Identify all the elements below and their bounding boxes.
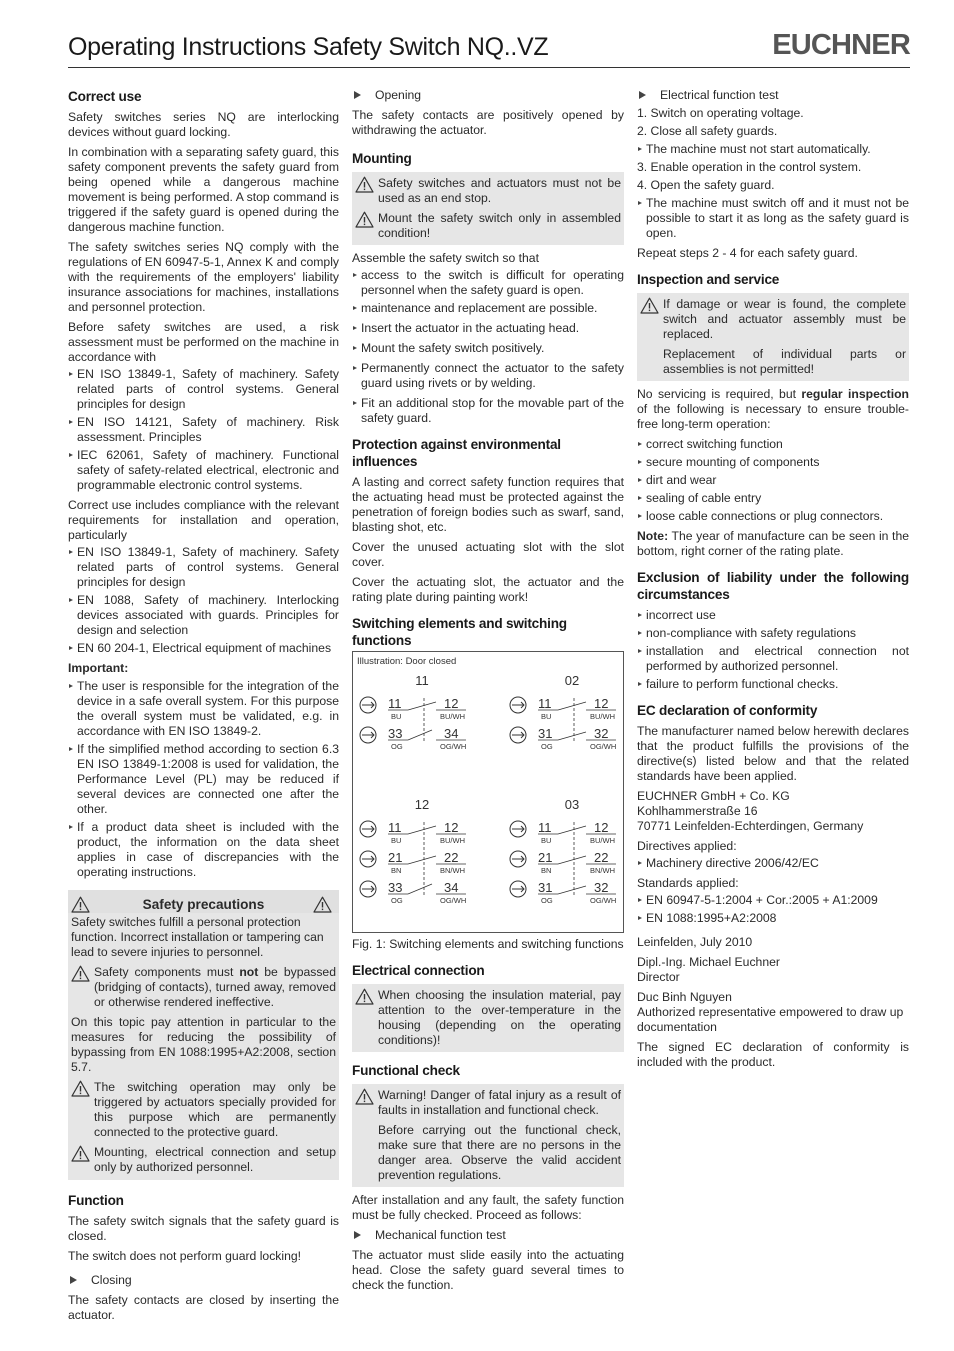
list-item: maintenance and replacement are possible. — [352, 301, 624, 316]
bullet-list — [637, 142, 909, 157]
section-switching — [352, 615, 624, 952]
arrow-item-closing: Closing — [68, 1273, 339, 1288]
paragraph: Assemble the safety switch so that — [352, 251, 539, 265]
warning-text: Before carrying out the functional check, make sure that there are no persons in the danger area. Observe the valid accident prevention regulations. — [378, 1123, 621, 1182]
column-3 — [637, 88, 909, 1075]
paragraph: The safety contacts are positively opened by withdrawing the actuator. — [352, 108, 624, 137]
list-item: EN 1088, Safety of machinery. Interlocking devices associated with guards. Principles for design and selection — [68, 593, 339, 638]
warning-icon — [71, 896, 91, 913]
warning-text: When choosing the insulation material, pay attention to the over-temperature in the housing (depending on the operating conditions)! — [378, 988, 621, 1047]
wire-color-label: BU/WH — [590, 712, 615, 721]
bullet-list-inspection — [637, 437, 909, 524]
section-correct-use — [68, 88, 339, 880]
diagram-title: 11 — [415, 673, 429, 688]
wire-color-label: OG — [541, 896, 553, 905]
steps-list — [637, 160, 909, 193]
warning-text: Warning! Danger of fatal injury as a result of faults in installation and functional check. — [378, 1088, 621, 1117]
paragraph: The switch does not perform guard locking! — [68, 1249, 302, 1263]
list-item: dirt and wear — [637, 473, 909, 488]
warning-actuators — [71, 1080, 336, 1140]
warning-icon — [355, 988, 375, 1005]
list-item: The machine must switch off and it must not be possible to start it as long as the safety guard is open. — [637, 196, 909, 241]
warning-damage — [640, 297, 906, 342]
electrical-warning — [352, 984, 624, 1052]
standards-label: Standards applied: — [637, 876, 739, 890]
page-header — [68, 30, 910, 68]
warning-icon — [355, 1088, 375, 1105]
terminal-label: 33 — [388, 880, 403, 895]
wire-color-label: BU/WH — [440, 712, 465, 721]
paragraph: Safety switches series NQ are interlocking devices without guard locking. — [68, 110, 339, 139]
list-item: failure to perform functional checks. — [637, 677, 909, 692]
terminal-label: 22 — [594, 850, 609, 865]
wire-color-label: OG/WH — [440, 896, 467, 905]
terminal-label: 11 — [538, 696, 552, 711]
list-item: sealing of cable entry — [637, 491, 909, 506]
paragraph: Cover the unused actuating slot with the slot cover. — [352, 540, 624, 569]
heading-functional-check: Functional check — [352, 1063, 460, 1078]
terminal-label: 11 — [388, 820, 402, 835]
wire-color-label: BN/WH — [440, 866, 465, 875]
list-item: EN ISO 13849-1, Safety of machinery. Safety related parts of control systems. General principles for design — [68, 367, 339, 412]
warning-replacement — [640, 347, 906, 377]
contact-blade — [408, 884, 432, 894]
heading-exclusion: Exclusion of liability under the following circumstances — [637, 570, 909, 602]
contact-blade — [558, 732, 586, 740]
list-item: incorrect use — [637, 608, 909, 623]
diagram-title: 02 — [564, 673, 580, 688]
terminal-label: 12 — [444, 696, 459, 711]
paragraph: In combination with a separating safety guard, this safety component prevents the safety guard from being opened while a dangerous machine movement is being performed. A stop command is triggered if the safety guard is opened during the dangerous machine function. — [68, 145, 339, 234]
wire-color-label: OG/WH — [440, 742, 467, 751]
warning-icon — [355, 211, 375, 228]
step-item: 4. Open the safety guard. — [637, 178, 775, 192]
step-item: 3. Enable operation in the control system. — [637, 160, 862, 174]
document-title: Operating Instructions Safety Switch NQ..VZ — [68, 33, 549, 61]
diagram-title: 12 — [414, 797, 430, 812]
paragraph: On this topic pay attention in particular to the measures for reducing the possibility of bypassing from EN 1088:1995+A2:2008, section 5.7. — [71, 1015, 336, 1074]
warning-text: Mount the safety switch only in assembled condition! — [378, 211, 621, 240]
paragraph: No servicing is required, but regular inspection of the following is necessary to ensure trouble-free long-term operation: — [637, 387, 909, 431]
terminal-label: 33 — [388, 726, 403, 741]
steps-list — [637, 106, 909, 139]
section-function — [68, 1192, 339, 1323]
wire-color-label: BN — [391, 866, 402, 875]
step-item: 1. Switch on operating voltage. — [637, 106, 804, 120]
paragraph: Correct use includes compliance with the relevant requirements for installation and operation, particularly — [68, 498, 339, 542]
standards-list — [637, 893, 909, 926]
terminal-label: 22 — [444, 850, 459, 865]
wire-color-label: OG — [391, 742, 403, 751]
bullet-list — [637, 196, 909, 241]
warning-icon — [355, 176, 375, 193]
bullet-list-risk-standards — [68, 367, 339, 493]
signatory-1: Dipl.-Ing. Michael Euchner Director — [637, 955, 780, 984]
safety-precautions-box — [68, 913, 339, 1180]
heading-ec-declaration: EC declaration of conformity — [637, 703, 818, 718]
bullet-list-installation-standards — [68, 545, 339, 656]
list-item: correct switching function — [637, 437, 909, 452]
wire-color-label: BN — [541, 866, 552, 875]
warning-icon — [313, 896, 333, 913]
terminal-label: 12 — [594, 820, 609, 835]
heading-switching: Switching elements and switching functions — [352, 616, 567, 648]
heading-safety-precautions: Safety precautions — [142, 897, 265, 912]
wire-color-label: BU/WH — [590, 836, 615, 845]
arrow-item-electrical-test: Electrical function test — [637, 88, 909, 103]
paragraph: Before safety switches are used, a risk assessment must be performed on the machine in accordance with — [68, 320, 339, 364]
heading-function: Function — [68, 1193, 124, 1208]
list-item: EN 60947-5-1:2004 + Cor.:2005 + A1:2009 — [637, 893, 909, 908]
bullet-list-important — [68, 679, 339, 880]
mounting-warnings — [352, 172, 624, 245]
warning-text: Mounting, electrical connection and setup only by authorized personnel. — [94, 1145, 336, 1174]
section-protection — [352, 436, 624, 605]
paragraph: The safety switch signals that the safety guard is closed. — [68, 1214, 339, 1243]
warning-text: Safety switches and actuators must not be used as an end stop. — [378, 176, 621, 205]
terminal-label: 31 — [538, 880, 553, 895]
terminal-label: 11 — [538, 820, 552, 835]
heading-inspection: Inspection and service — [637, 272, 780, 287]
list-item: EN ISO 13849-1, Safety of machinery. Safety related parts of control systems. General principles for design — [68, 545, 339, 590]
list-item: EN ISO 14121, Safety of machinery. Risk assessment. Principles — [68, 415, 339, 445]
section-electrical — [352, 962, 624, 1052]
place-date: Leinfelden, July 2010 — [637, 935, 753, 949]
terminal-label: 21 — [388, 850, 403, 865]
bullet-list-mount-steps — [352, 321, 624, 426]
directives-label: Directives applied: — [637, 839, 737, 853]
terminal-label: 32 — [594, 726, 609, 741]
paragraph: The signed EC declaration of conformity is included with the product. — [637, 1040, 909, 1069]
list-item: secure mounting of components — [637, 455, 909, 470]
terminal-label: 31 — [538, 726, 553, 741]
heading-protection: Protection against environmental influences — [352, 437, 561, 469]
terminal-label: 34 — [444, 880, 459, 895]
directives-list — [637, 856, 909, 871]
paragraph: Repeat steps 2 - 4 for each safety guard. — [637, 246, 858, 260]
diagram-title: 03 — [564, 797, 580, 812]
list-item: non-compliance with safety regulations — [637, 626, 909, 641]
contact-blade — [558, 856, 586, 864]
warning-insulation — [355, 988, 621, 1048]
list-item: loose cable connections or plug connectors. — [637, 509, 909, 524]
heading-electrical: Electrical connection — [352, 963, 485, 978]
wire-color-label: BN/WH — [590, 866, 615, 875]
list-item: EN 1088:1995+A2:2008 — [637, 911, 909, 926]
functional-warnings — [352, 1084, 624, 1187]
terminal-label: 12 — [444, 820, 459, 835]
wire-color-label: BU — [541, 836, 552, 845]
section-mounting — [352, 150, 624, 426]
arrow-item-opening: Opening — [352, 88, 624, 103]
paragraph: The safety contacts are closed by inserting the actuator. — [68, 1293, 339, 1322]
wire-color-label: OG — [391, 896, 403, 905]
warning-icon — [71, 1145, 91, 1162]
list-item: The user is responsible for the integration of the device in a safe overall system. For this purpose the overall system must be validated, e.g. in accordance with EN ISO 13849-2. — [68, 679, 339, 739]
paragraph: The safety switches series NQ comply with the regulations of EN 60947-5-1, Annex K and comply with the requirements of the employers' liability insurance associations for machines, installations and personnel protection. — [68, 240, 339, 314]
figure-illustration-label: Illustration: Door closed — [357, 656, 457, 667]
warning-text: The switching operation may only be triggered by actuators specially provided for this purpose which are permanently connected to the protective guard. — [94, 1080, 336, 1139]
note-paragraph: Note: The year of manufacture can be seen in the bottom, right corner of the rating plate. — [637, 529, 909, 558]
bullet-list-assemble — [352, 268, 624, 316]
figure-switching-elements — [352, 651, 624, 933]
list-item: If the simplified method according to section 6.3 EN ISO 13849-1:2008 is used for validation, the Performance Level (PL) may be reduced if several devices are connected one after the other. — [68, 742, 339, 817]
paragraph: After installation and any fault, the safety function must be fully checked. Proceed as follows: — [352, 1193, 624, 1222]
wire-color-label: BU/WH — [440, 836, 465, 845]
warning-fatal-injury — [355, 1088, 621, 1118]
heading-correct-use: Correct use — [68, 89, 142, 104]
section-functional-check — [352, 1062, 624, 1293]
paragraph: The actuator must slide easily into the actuating head. Close the safety guard several times to check the function. — [352, 1248, 624, 1292]
wire-color-label: OG/WH — [590, 896, 617, 905]
list-item: installation and electrical connection not performed by authorized personnel. — [637, 644, 909, 674]
warning-bypass — [71, 965, 336, 1010]
terminal-label: 21 — [538, 850, 553, 865]
heading-mounting: Mounting — [352, 151, 412, 166]
list-item: access to the switch is difficult for operating personnel when the safety guard is open. — [352, 268, 624, 298]
safety-precautions-header — [68, 890, 339, 913]
paragraph: Cover the actuating slot, the actuator and the rating plate during painting work! — [352, 575, 624, 604]
paragraph: A lasting and correct safety function requires that the actuating head must be protected against the penetration of foreign bodies such as swarf, sand, blasting shot, etc. — [352, 475, 624, 534]
warning-danger-area — [355, 1123, 621, 1183]
terminal-label: 11 — [388, 696, 402, 711]
section-inspection — [637, 271, 909, 559]
contact-blade — [408, 856, 436, 864]
wire-color-label: BU — [541, 712, 552, 721]
important-label: Important: — [68, 661, 129, 675]
list-item: The machine must not start automatically. — [637, 142, 909, 157]
list-item: If a product data sheet is included with the product, the information on the data sheet applies in case of discrepancies with the operating instructions. — [68, 820, 339, 880]
wire-color-label: OG — [541, 742, 553, 751]
column-2 — [352, 88, 624, 1298]
section-safety-precautions — [68, 890, 339, 1180]
contact-blade — [408, 702, 436, 710]
list-item: Permanently connect the actuator to the safety guard using rivets or by welding. — [352, 361, 624, 391]
step-item: 2. Close all safety guards. — [637, 124, 778, 138]
wire-color-label: OG/WH — [590, 742, 617, 751]
warning-end-stop — [355, 176, 621, 206]
warning-text: Replacement of individual parts or assemblies is not permitted! — [663, 347, 906, 376]
contact-blade — [408, 826, 436, 834]
brand-logo: EUCHNER — [772, 29, 910, 61]
section-electrical-test — [637, 88, 909, 261]
section-ec-declaration — [637, 702, 909, 1070]
warning-icon — [71, 965, 91, 982]
wire-color-label: BU — [391, 836, 402, 845]
warning-text: If damage or wear is found, the complete switch and actuator assembly must be replaced. — [663, 297, 906, 341]
section-exclusion — [637, 569, 909, 692]
switching-diagram — [353, 652, 623, 932]
paragraph: The manufacturer named below herewith declares that the product fulfills the provisions of the directive(s) listed below and that the related standards have been applied. — [637, 724, 909, 783]
inspection-warnings — [637, 293, 909, 381]
paragraph: Safety switches fulfill a personal protection function. Incorrect installation or tampering can lead to severe injuries to personnel. — [71, 915, 324, 959]
warning-icon — [640, 297, 660, 314]
arrow-item-mechanical: Mechanical function test — [352, 1228, 624, 1243]
contact-blade — [558, 886, 586, 894]
signatory-2: Duc Binh Nguyen Authorized representative empowered to draw up documentation — [637, 990, 904, 1034]
warning-icon — [71, 1080, 91, 1097]
terminal-label: 32 — [594, 880, 609, 895]
wire-color-label: BU — [391, 712, 402, 721]
list-item: Insert the actuator in the actuating head. — [352, 321, 624, 336]
address: EUCHNER GmbH + Co. KG Kohlhammerstraße 16 70771 Leinfelden-Echterdingen, Germany — [637, 789, 864, 833]
contact-blade — [558, 702, 586, 710]
list-item: IEC 62061, Safety of machinery. Functional safety of safety-related electrical, electronic and programmable electronic control systems. — [68, 448, 339, 493]
list-item: EN 60 204-1, Electrical equipment of machines — [68, 641, 339, 656]
warning-personnel — [71, 1145, 336, 1175]
warning-assembled — [355, 211, 621, 241]
column-1 — [68, 88, 339, 1333]
contact-blade — [408, 730, 432, 740]
figure-caption: Fig. 1: Switching elements and switching functions — [352, 937, 624, 951]
list-item: Mount the safety switch positively. — [352, 341, 624, 356]
list-item: Fit an additional stop for the movable part of the safety guard. — [352, 396, 624, 426]
bullet-list-exclusion — [637, 608, 909, 692]
warning-text: Safety components must not be bypassed (bridging of contacts), turned away, removed or otherwise rendered ineffective. — [94, 965, 336, 1009]
terminal-label: 34 — [444, 726, 459, 741]
list-item: Machinery directive 2006/42/EC — [637, 856, 909, 871]
terminal-label: 12 — [594, 696, 609, 711]
contact-blade — [558, 826, 586, 834]
